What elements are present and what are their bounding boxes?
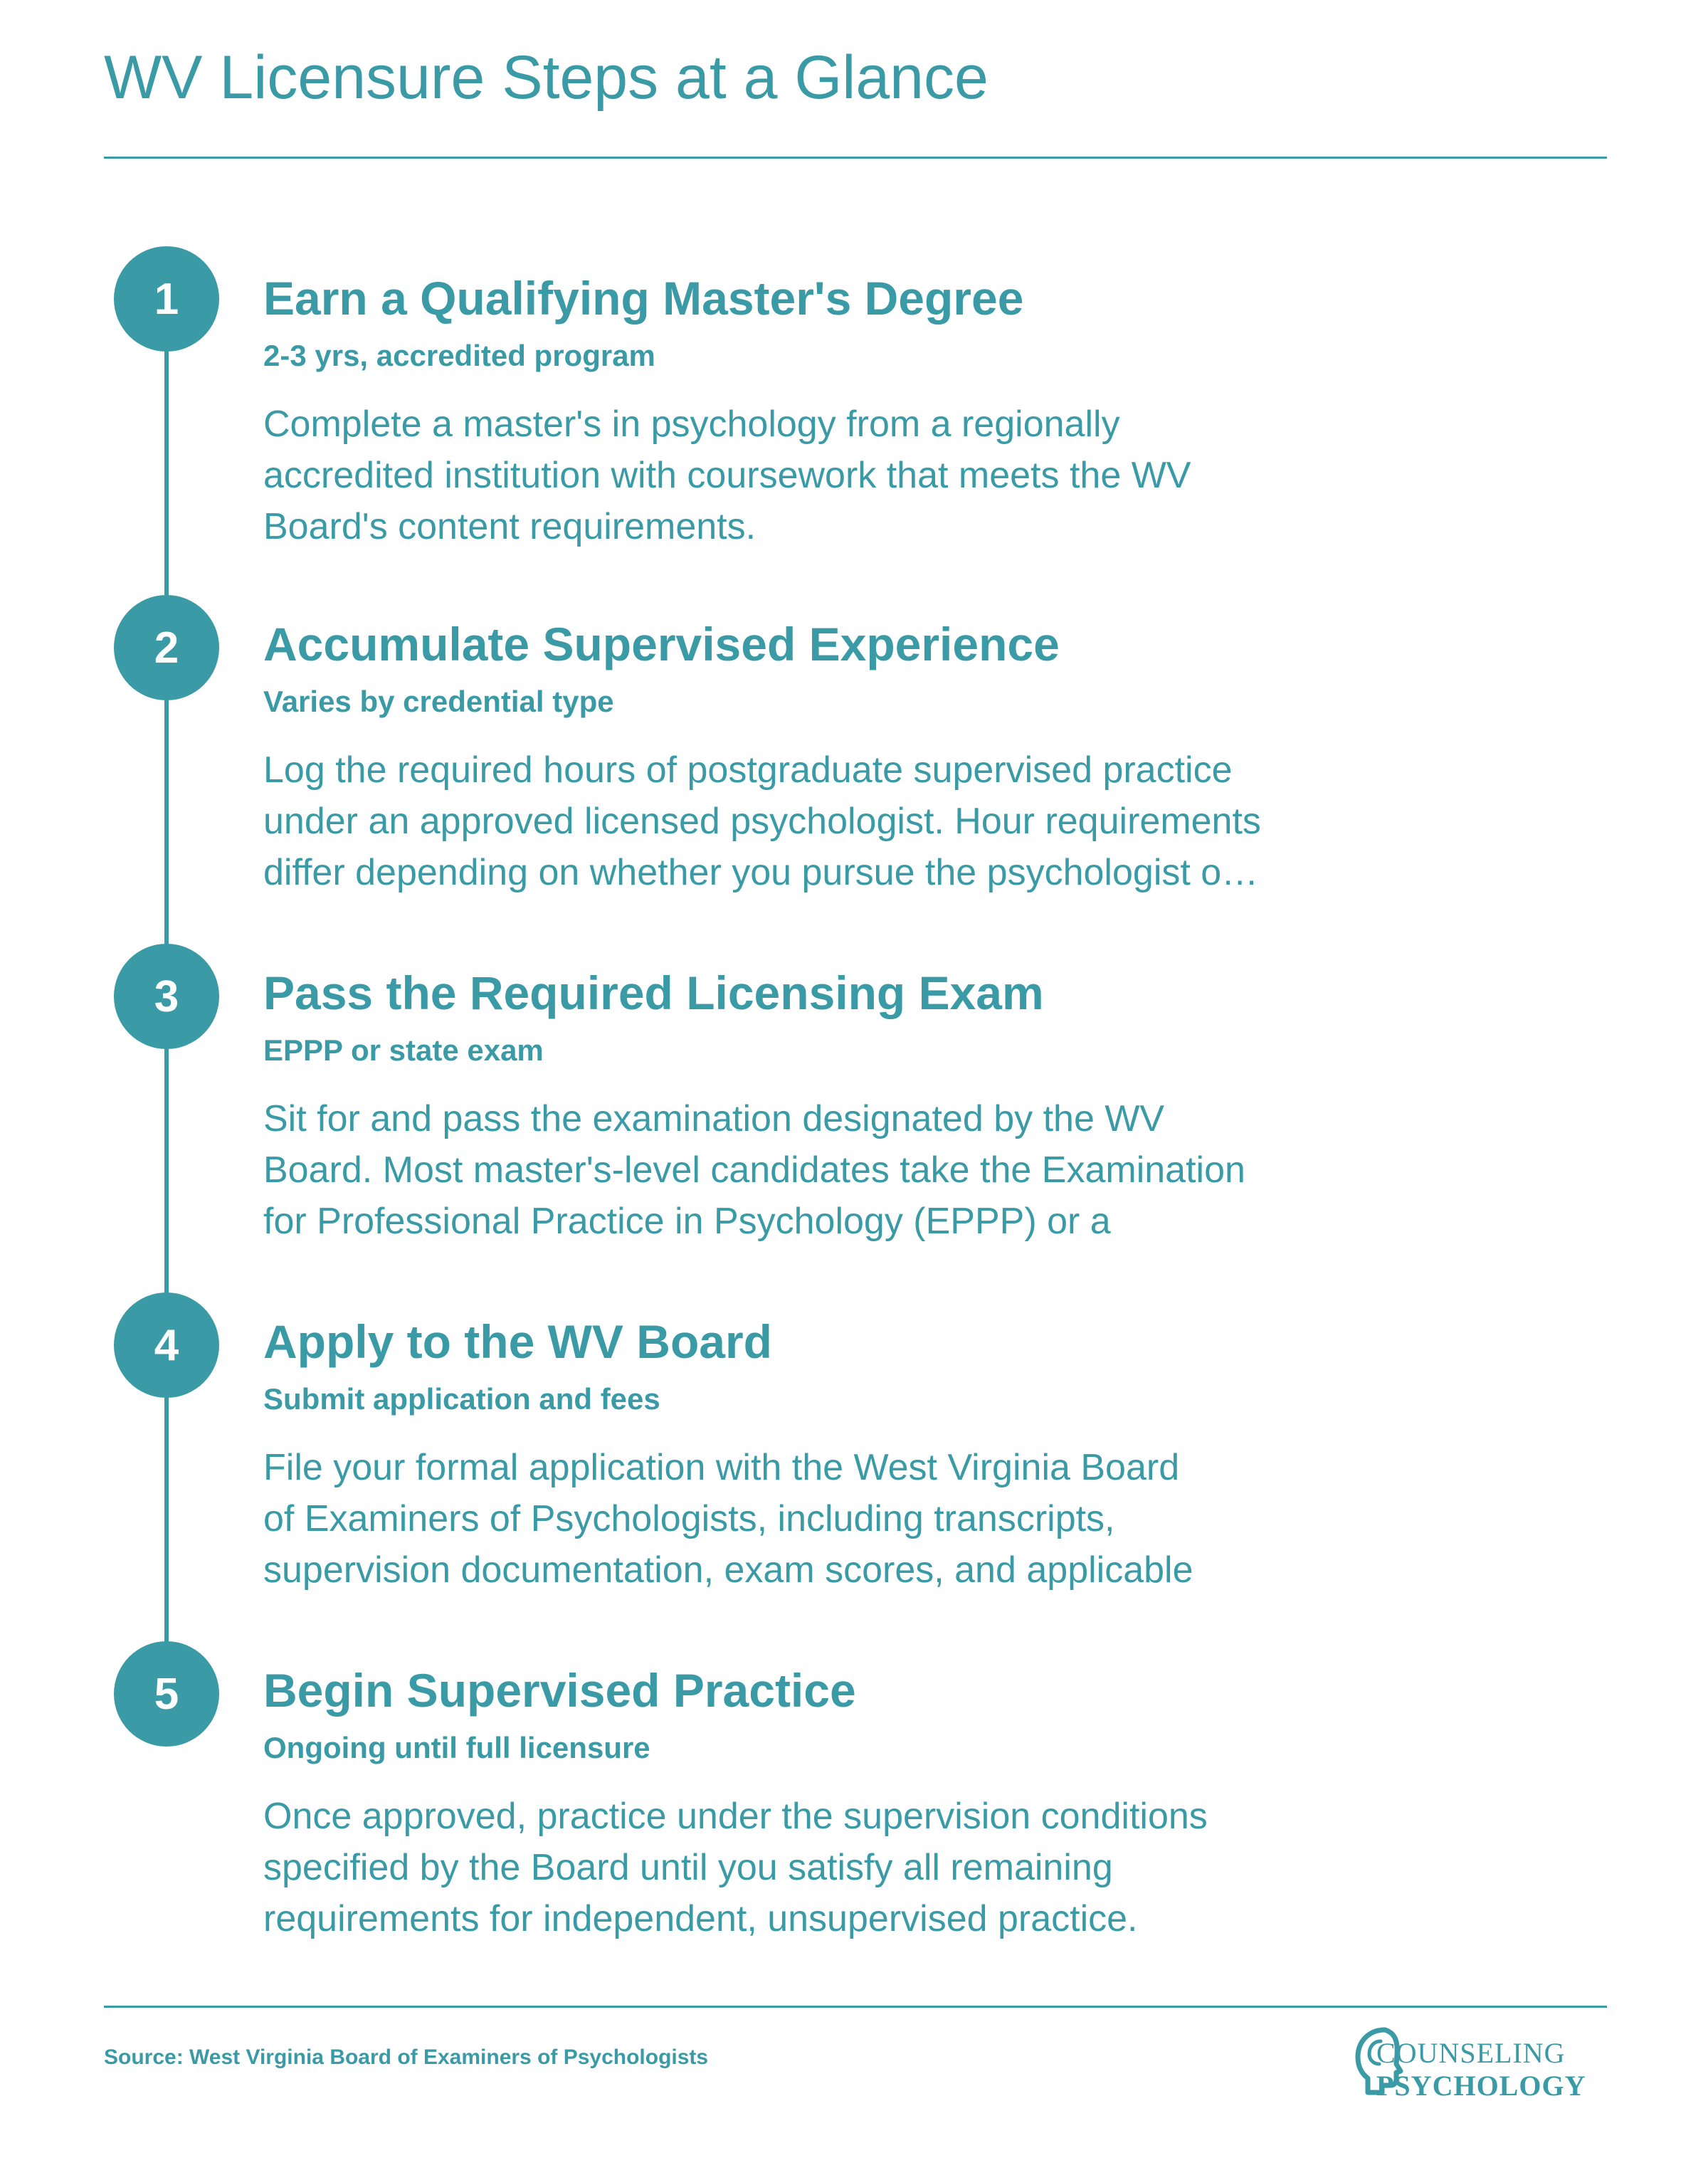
logo-line-2: PSYCHOLOGY bbox=[1376, 2070, 1586, 2102]
step-5-subtitle: Ongoing until full licensure bbox=[263, 1731, 650, 1765]
step-5 bbox=[263, 1663, 1374, 1944]
step-2-description-line: differ depending on whether you pursue the psychologist o… bbox=[263, 851, 1259, 893]
step-3-description-line: Sit for and pass the examination designated by the WV bbox=[263, 1097, 1165, 1139]
step-4-description-line: of Examiners of Psychologists, including transcripts, bbox=[263, 1497, 1115, 1539]
step-2-description bbox=[263, 744, 1374, 898]
step-2-title: Accumulate Supervised Experience bbox=[263, 618, 1060, 670]
step-3-number-badge: 3 bbox=[114, 944, 219, 1049]
step-4-number-badge: 4 bbox=[114, 1292, 219, 1398]
step-4 bbox=[263, 1314, 1374, 1596]
step-3-title: Pass the Required Licensing Exam bbox=[263, 967, 1044, 1019]
step-5-title: Begin Supervised Practice bbox=[263, 1664, 856, 1717]
step-1-subtitle: 2-3 yrs, accredited program bbox=[263, 339, 655, 373]
step-3-description-line: Board. Most master's-level candidates take the Examination bbox=[263, 1149, 1245, 1191]
logo-line-1: COUNSELING bbox=[1376, 2037, 1566, 2069]
step-1-title: Earn a Qualifying Master's Degree bbox=[263, 272, 1024, 325]
counseling-psychology-logo bbox=[1341, 1997, 1611, 2111]
page-title: WV Licensure Steps at a Glance bbox=[104, 43, 989, 112]
step-1-description bbox=[263, 399, 1374, 552]
step-2-description-line: under an approved licensed psychologist. Hour requirements bbox=[263, 800, 1261, 842]
step-5-description-line: specified by the Board until you satisfy all remaining bbox=[263, 1846, 1113, 1888]
step-3-subtitle: EPPP or state exam bbox=[263, 1033, 544, 1068]
step-5-description-line: requirements for independent, unsupervised practice. bbox=[263, 1897, 1138, 1939]
step-1 bbox=[263, 270, 1374, 552]
step-3 bbox=[263, 965, 1374, 1247]
step-4-subtitle: Submit application and fees bbox=[263, 1382, 660, 1416]
step-3-description bbox=[263, 1093, 1374, 1247]
step-3-description-line: for Professional Practice in Psychology (EPPP) or a bbox=[263, 1200, 1111, 1242]
step-2 bbox=[263, 616, 1374, 898]
step-5-description-line: Once approved, practice under the supervision conditions bbox=[263, 1795, 1208, 1837]
step-4-description-line: supervision documentation, exam scores, and applicable bbox=[263, 1549, 1193, 1591]
source-note: Source: West Virginia Board of Examiners of Psychologists bbox=[104, 2045, 709, 2069]
step-4-description bbox=[263, 1442, 1374, 1596]
step-1-description-line: Complete a master's in psychology from a regionally bbox=[263, 403, 1120, 445]
step-2-description-line: Log the required hours of postgraduate supervised practice bbox=[263, 749, 1233, 791]
step-1-description-line: accredited institution with coursework that meets the WV bbox=[263, 454, 1191, 496]
step-4-description-line: File your formal application with the West Virginia Board bbox=[263, 1446, 1180, 1488]
header-divider bbox=[104, 157, 1607, 159]
step-1-description-line: Board's content requirements. bbox=[263, 505, 757, 547]
step-2-number-badge: 2 bbox=[114, 595, 219, 700]
step-1-number-badge: 1 bbox=[114, 246, 219, 352]
step-2-subtitle: Varies by credential type bbox=[263, 685, 614, 719]
step-5-description bbox=[263, 1791, 1374, 1944]
step-5-number-badge: 5 bbox=[114, 1641, 219, 1747]
step-4-title: Apply to the WV Board bbox=[263, 1315, 772, 1368]
